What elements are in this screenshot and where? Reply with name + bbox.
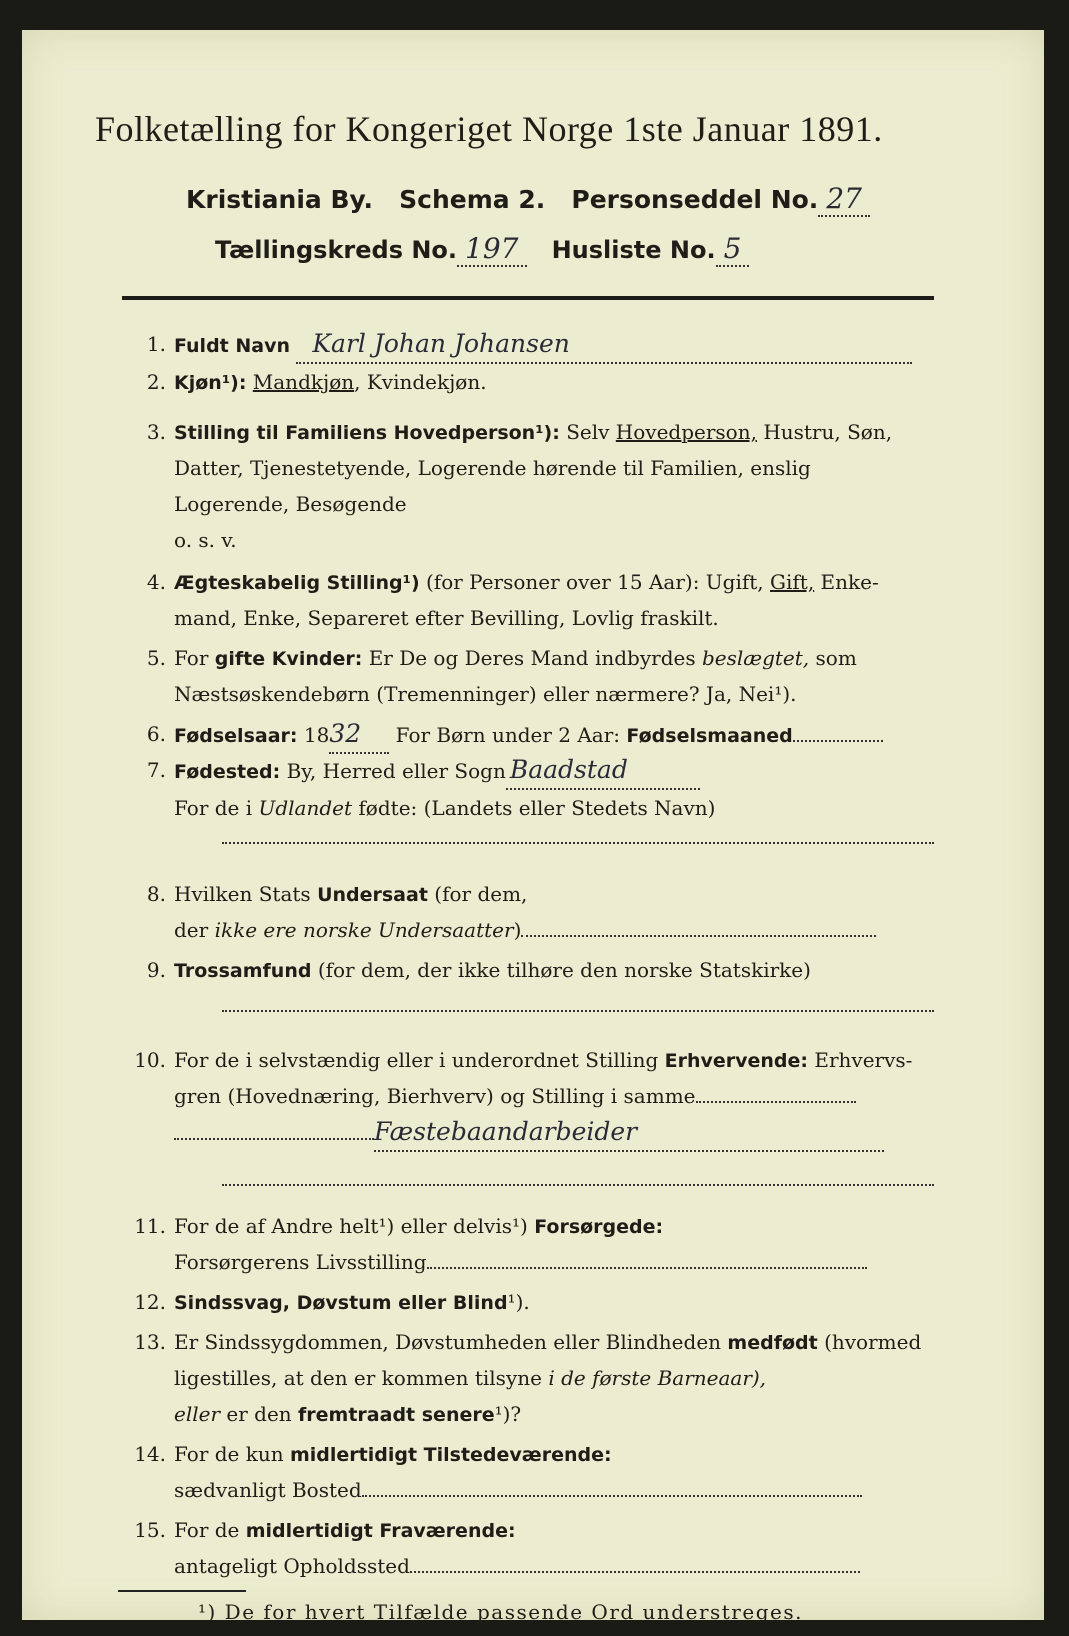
field-label: fremtraadt senere — [298, 1404, 495, 1426]
form-title: Folketælling for Kongeriget Norge 1ste Januar 1891. — [95, 109, 883, 149]
text: Enke- — [820, 570, 879, 594]
item-number: 8. — [146, 882, 166, 906]
text: Datter, Tjenestetyende, Logerende hørende til Familien, enslig — [174, 456, 811, 480]
city-label: Kristiania By. — [186, 185, 374, 214]
sex-option-selected[interactable]: Mandkjøn — [252, 370, 355, 394]
text: som — [815, 646, 857, 670]
field-label: Erhvervende: — [664, 1050, 809, 1072]
header-rule — [122, 296, 934, 300]
text: der — [174, 918, 209, 942]
birth-month-field[interactable] — [793, 740, 883, 742]
text: ¹)? — [494, 1402, 522, 1426]
field-label: Sindssvag, Døvstum eller Blind — [174, 1292, 508, 1314]
text: For de — [174, 1518, 240, 1542]
text: By, Herred eller Sogn — [286, 759, 506, 783]
schema-label: Schema 2. — [399, 185, 546, 214]
item-number: 12. — [134, 1290, 166, 1314]
field-label: midlertidigt Fraværende: — [245, 1520, 516, 1542]
birth-year-value[interactable]: 32 — [329, 716, 389, 754]
full-name-value[interactable]: Karl Johan Johansen — [296, 326, 912, 364]
item-number: 9. — [146, 958, 166, 982]
text: For de i selvstændig eller i underordnet Stilling — [174, 1048, 659, 1072]
text: er den — [226, 1402, 292, 1426]
item-number: 10. — [134, 1048, 166, 1072]
item-number: 4. — [146, 570, 166, 594]
text: ligestilles, at den er kommen tilsyne — [174, 1366, 542, 1390]
text: Selv — [566, 420, 610, 444]
field-label: midlertidigt Tilstedeværende: — [289, 1444, 612, 1466]
text: For Børn under 2 Aar: — [395, 723, 621, 747]
field-label: Forsørgede: — [534, 1216, 664, 1238]
text: Hvilken Stats — [174, 882, 311, 906]
dotted-leader — [174, 1138, 374, 1140]
text: i de første Barneaar), — [548, 1366, 767, 1390]
usual-residence-field[interactable] — [362, 1495, 862, 1497]
text: Er Sindssygdommen, Døvstumheden eller Blindheden — [174, 1330, 722, 1354]
husliste-number[interactable]: 5 — [716, 232, 750, 267]
personseddel-label: Personseddel No. — [571, 185, 819, 214]
field-label: Fuldt Navn — [174, 335, 291, 357]
field-label: Fødested: — [174, 761, 281, 783]
item-number: 11. — [134, 1214, 166, 1238]
item-number: 1. — [146, 332, 166, 356]
personseddel-number[interactable]: 27 — [818, 182, 870, 217]
text: (for Personer over 15 Aar): Ugift, — [426, 570, 764, 594]
text: fødte: (Landets eller Stedets Navn) — [358, 796, 716, 820]
text: sædvanligt Bosted — [174, 1478, 362, 1502]
text: antageligt Opholdssted — [174, 1554, 410, 1578]
husliste-label: Husliste No. — [551, 236, 716, 264]
field-label: Kjøn¹): — [174, 372, 247, 394]
krets-label: Tællingskreds No. — [215, 236, 458, 264]
text: (hvormed — [824, 1330, 922, 1354]
footnote: ¹) De for hvert Tilfælde passende Ord understreges. — [198, 1600, 803, 1624]
text: Næstsøskendebørn (Tremenninger) eller nærmere? Ja, Nei¹). — [174, 682, 797, 706]
text: o. s. v. — [174, 528, 237, 552]
field-label: Stilling til Familiens Hovedperson¹): — [174, 422, 560, 444]
marital-selected[interactable]: Gift, — [770, 570, 815, 594]
text: Hustru, Søn, — [763, 420, 893, 444]
text: eller — [174, 1402, 221, 1426]
field-label: Undersaat — [317, 884, 428, 906]
item-number: 15. — [134, 1518, 166, 1542]
item-number: 5. — [146, 646, 166, 670]
field-label: Fødselsaar: — [174, 725, 298, 747]
schema-line — [186, 182, 870, 215]
text: (for dem, der ikke tilhøre den norske Statskirke) — [317, 958, 811, 982]
item-7-answer-line[interactable] — [222, 842, 934, 844]
occupation-field[interactable] — [696, 1101, 856, 1103]
item-number: 14. — [134, 1442, 166, 1466]
position-selected[interactable]: Hovedperson, — [615, 420, 757, 444]
text: ikke ere norske Undersaatter — [214, 918, 514, 942]
field-label: Trossamfund — [174, 960, 312, 982]
birthplace-value[interactable]: Baadstad — [506, 752, 700, 790]
text: mand, Enke, Separeret efter Bevilling, Lovlig fraskilt. — [174, 606, 719, 630]
text: For de i — [174, 796, 253, 820]
item-number: 2. — [146, 370, 166, 394]
field-label: Fødselsmaaned — [626, 725, 793, 747]
text: For de kun — [174, 1442, 284, 1466]
sex-option-other[interactable]: , Kvindekjøn. — [354, 370, 487, 394]
krets-line — [215, 232, 749, 265]
text: Logerende, Besøgende — [174, 492, 407, 516]
text: For de af Andre helt¹) eller delvis¹) — [174, 1214, 528, 1238]
item-10-answer-line[interactable] — [222, 1184, 934, 1186]
text: gren (Hovednæring, Bierhverv) og Stilling i samme — [174, 1084, 696, 1108]
field-label: Ægteskabelig Stilling¹) — [174, 572, 420, 594]
field-label: gifte Kvinder: — [214, 648, 363, 670]
krets-number[interactable]: 197 — [457, 232, 526, 267]
text: beslægtet, — [701, 646, 810, 670]
text: For — [174, 646, 209, 670]
text: Erhvervs- — [814, 1048, 913, 1072]
text: Udlandet — [258, 796, 353, 820]
provider-field[interactable] — [427, 1267, 867, 1269]
probable-stay-field[interactable] — [410, 1571, 860, 1573]
text: Forsørgerens Livsstilling — [174, 1250, 427, 1274]
citizenship-field[interactable] — [521, 935, 876, 937]
item-number: 3. — [146, 420, 166, 444]
text: ¹). — [507, 1290, 530, 1314]
field-label: medfødt — [727, 1332, 818, 1354]
item-number: 6. — [146, 722, 166, 746]
item-number: 13. — [134, 1330, 166, 1354]
footnote-rule — [118, 1590, 246, 1592]
text: (for dem, — [434, 882, 528, 906]
text: 18 — [303, 723, 330, 747]
item-9-answer-line[interactable] — [222, 1010, 934, 1012]
item-number: 7. — [146, 758, 166, 782]
occupation-value[interactable]: Fæstebaandarbeider — [374, 1114, 884, 1152]
text: Er De og Deres Mand indbyrdes — [368, 646, 696, 670]
